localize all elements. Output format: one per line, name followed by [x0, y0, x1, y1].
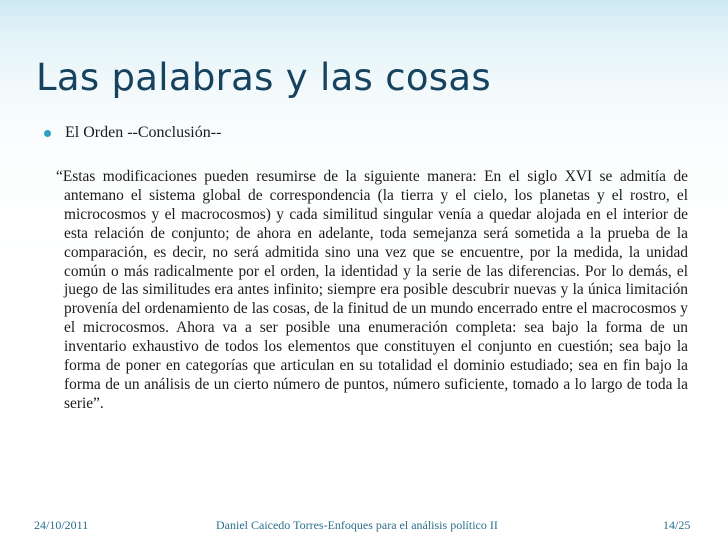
slide-title: Las palabras y las cosas	[36, 56, 491, 99]
footer-date: 24/10/2011	[34, 518, 89, 532]
bullet-item	[44, 124, 221, 142]
footer-author-course: Daniel Caicedo Torres-Enfoques para el análisis político II	[216, 518, 498, 532]
bullet-dot-icon	[44, 130, 51, 137]
bullet-text: El Orden --Conclusión--	[65, 124, 222, 141]
quote-paragraph: “Estas modificaciones pueden resumirse de la siguiente manera: En el siglo XVI se admitía de antemano el sistema global de correspondencia (la tierra y el cielo, los planetas y el rostro, el microcosmos y el macrocosmos) y cada similitud singular venía a quedar alojada en el interior de esta relación de conjunto; de ahora en adelante, toda semejanza será sometida a la prueba de la comparación, es decir, no será admitida sino una vez que se encuentre, por la medida, la unidad común o más radicalmente por el orden, la identidad y la serie de las diferencias. Por lo demás, el juego de las similitudes era antes infinito; siempre era posible descubrir nuevas y la única limitación provenía del ordenamiento de las cosas, de la finitud de un mundo encerrado entre el macrocosmos y el microcosmos. Ahora va a ser posible una enumeración completa: sea bajo la forma de un inventario exhaustivo de todos los elementos que constituyen el conjunto en cuestión; sea bajo la forma de poner en categorías que articulan en su totalidad el dominio estudiado; sea en fin bajo la forma de un análisis de un cierto número de puntos, número suficiente, tomado a lo largo de toda la serie”.	[56, 168, 688, 412]
footer-page-number: 14/25	[663, 518, 691, 532]
